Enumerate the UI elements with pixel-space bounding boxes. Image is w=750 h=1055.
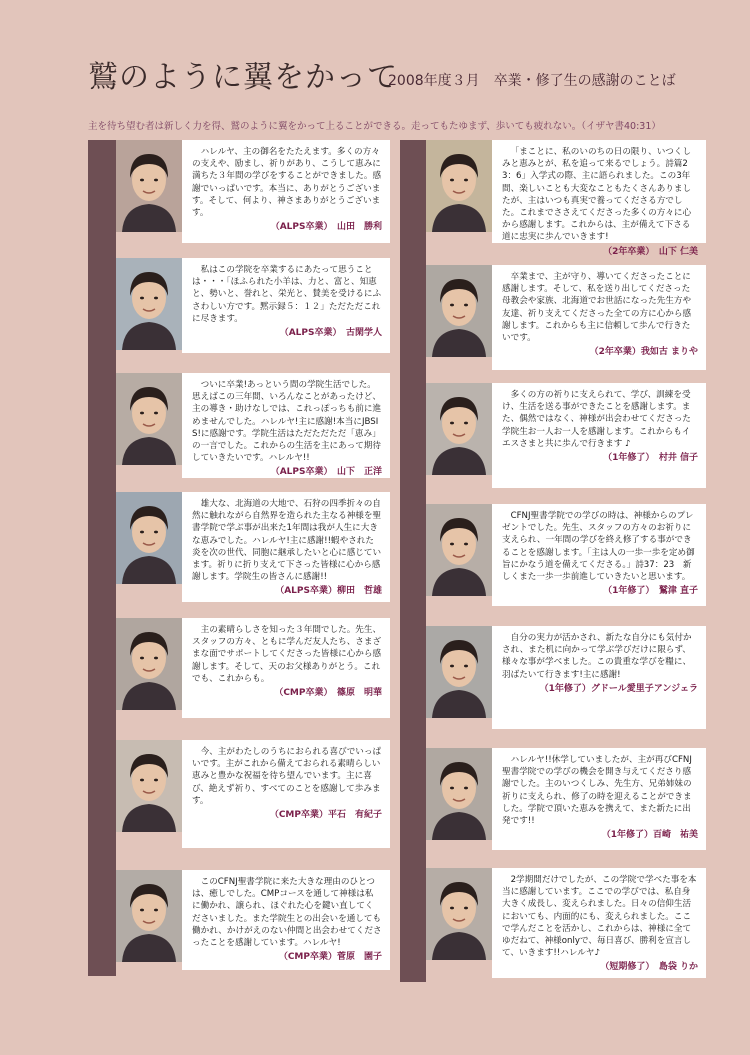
testimonial-message: ハレルヤ、主の御名をたたえます。多くの方々の支えや、励まし、祈りがあり、こうして恵みに満ちた３年間の学びをすることができました。感謝でいっぱいです。本当に、ありがとうございます。そして、何より、神さまありがとうございます。 xyxy=(192,147,382,219)
testimonial-message: 2学期間だけでしたが、この学院で学べた事を本当に感謝しています。ここでの学びでは、私自身大きく成長し、変えられました。日々の信仰生活においても、内面的にも、変えられました。ここで学んだことを活かし、これからは、神様に全てゆだねて、神様onlyで、毎日喜び、勝利を宣言して、いきます!!ハレルヤ♪ xyxy=(502,875,697,959)
portrait-photo xyxy=(426,504,492,596)
testimonial-card xyxy=(492,140,706,257)
portrait-photo xyxy=(426,868,492,960)
testimonial-card xyxy=(182,740,390,848)
testimonial-card xyxy=(182,258,390,353)
portrait-photo xyxy=(116,373,182,465)
testimonial-signature: （ALPS卒業） 古閑学人 xyxy=(279,328,382,339)
portrait-photo xyxy=(426,626,492,718)
portrait-photo xyxy=(116,258,182,350)
portrait-photo xyxy=(116,740,182,832)
testimonial-card xyxy=(182,373,390,478)
testimonial-signature: （2年卒業） 山下 仁美 xyxy=(603,246,698,257)
testimonial-signature: （1年修了） 村井 信子 xyxy=(603,453,698,464)
testimonial-message: 私はこの学院を卒業するにあたって思うことは・・・「ほふられた小羊は、力と、富と、知恵と、勢いと、誉れと、栄光と、賛美を受けるにふさわしい方です。黙示録５：１２」ただただこれに尽きます。 xyxy=(192,265,382,324)
testimonial-signature: （ALPS卒業）柳田 哲雄 xyxy=(275,586,382,597)
testimonial-message: 多くの方の祈りに支えられて、学び、訓練を受け、生活を送る事ができたことを感謝します。また、偶然ではなく、神様が出会わせてくださった学院生お一人お一人を感謝します。これからもイエスさまと共に歩んで行きます ♪ xyxy=(502,390,691,449)
portrait-photo xyxy=(116,140,182,232)
testimonial-message: このCFNJ聖書学院に来た大きな理由のひとつは、癒しでした。CMPコースを通して神様は私に働かれ、譲られ、ほぐれた心を鍵い直してくださいました。また学院生との出会いを通しても働かれ、かけがえのない仲間と出会わせてくださったことを感謝しています。ハレルヤ! xyxy=(192,877,382,949)
testimonial-signature: （ALPS卒業） 山田 勝利 xyxy=(270,222,382,233)
page-title: 鷲のように翼をかって xyxy=(88,60,398,95)
testimonial-card xyxy=(492,748,706,850)
testimonial-message: 雄大な、北海道の大地で、石狩の四季折々の自然に触れながら自然界を造られた主なる神様を聖書学院で学ぶ事が出来た1年間は我が人生に大きな恵みでした。ハレルヤ!主に感謝!!蝦やされた炎を次の世代、同胞に継承したいと心に感じています。祈りに折り支えて下さった皆様に心から感謝します。学院生の皆さんに感謝!! xyxy=(192,499,382,583)
testimonial-message: ハレルヤ!!休学していましたが、主が再びCFNJ聖書学院での学びの機会を開き与えてくださり感謝でした。主のいつくしみ、先生方、兄弟姉妹の祈りに支えられ、修了の時を迎えることができました。学院で頂いた恵みを携えて、また新たに出発です!! xyxy=(502,755,692,827)
testimonial-signature: （CMP卒業）菅原 園子 xyxy=(278,952,382,963)
testimonial-message: CFNJ聖書学院での学びの時は、神様からのプレゼントでした。先生、スタッフの方々のお祈りに支えられ、一年間の学びを終え修了する事ができることを感謝します。「主は人の一歩一歩を定め御旨にかなう道を備えてくださる。」詩37：23 新しくまた一歩一歩前進していきたいと思います。 xyxy=(502,511,695,583)
testimonial-signature: （CMP卒業） 篠原 明華 xyxy=(274,688,382,699)
testimonial-card xyxy=(182,140,390,243)
testimonial-message: 卒業まで、主が守り、導いてくださったことに感謝します。そして、私を送り出してくださった母教会や家族、北海道でお世話になった先生方や友達、祈り支えてくださった全ての方に心から感謝します。これからも主に信頼して歩んで行きたいです。 xyxy=(502,272,692,344)
right-decorative-bar xyxy=(400,140,426,982)
testimonial-signature: （1年修了）百崎 祐美 xyxy=(601,830,698,841)
testimonial-message: 今、主がわたしのうちにおられる喜びでいっぱいです。主がこれから備えておられる素晴らしい恵みと豊かな祝福を待ち望んでいます。主に喜び、絶えず祈り、すべてのことを感謝して歩みます。 xyxy=(192,747,382,806)
left-decorative-bar xyxy=(88,140,116,976)
testimonial-card xyxy=(492,626,706,729)
testimonial-card xyxy=(182,870,390,970)
portrait-photo xyxy=(116,618,182,710)
testimonial-signature: （CMP卒業）平石 有紀子 xyxy=(269,810,382,821)
portrait-photo xyxy=(426,383,492,475)
testimonial-message: 「まことに、私のいのちの日の限り、いつくしみと恵みとが、私を追って来るでしょう。詩篇23：6」入学式の際、主に語られました。この3年間、楽しいことも大変なこともたくさんありましたが、主はいつも真実で養ってくださる方でした。これまでささえてくださった多くの方々に心から感謝します。これからは、主が備えて下さる道に忠実に歩んでいきます! xyxy=(502,147,692,243)
testimonial-message: 自分の実力が活かされ、新たな自分にも気付かされ、また机に向かって学ぶ学びだけに限らず、様々な事が学べました。この貴重な学びを糧に、羽ばたいて行きます!主に感謝! xyxy=(502,633,692,680)
page-subtitle: 2008年度３月 卒業・修了生の感謝のことば xyxy=(388,73,676,89)
testimonial-signature: （1年修了） 鷲津 直子 xyxy=(603,586,698,597)
portrait-photo xyxy=(426,140,492,232)
testimonial-card xyxy=(492,504,706,606)
testimonial-card xyxy=(182,618,390,718)
portrait-photo xyxy=(426,748,492,840)
testimonial-signature: （短期修了） 島袋 りか xyxy=(600,962,698,973)
testimonial-card xyxy=(492,265,706,370)
scripture-verse: 主を待ち望む者は新しく力を得、鷲のように翼をかって上ることができる。走ってもたゆまず、歩いても疲れない。（イザヤ書40:31） xyxy=(88,121,661,132)
testimonial-signature: （1年修了）グドール愛里子アンジェラ xyxy=(539,683,698,694)
portrait-photo xyxy=(116,870,182,962)
testimonial-card xyxy=(492,868,706,978)
portrait-photo xyxy=(426,265,492,357)
testimonial-signature: （ALPS卒業） 山下 正洋 xyxy=(270,467,382,478)
testimonial-card xyxy=(182,492,390,602)
portrait-photo xyxy=(116,492,182,584)
testimonial-signature: （2年卒業）我如古 まりや xyxy=(589,347,698,358)
testimonial-card xyxy=(492,383,706,488)
testimonial-message: ついに卒業!あっという間の学院生活でした。思えばこの三年間、いろんなことがあったけど、主の導き・助けなしでは、これっぽっちも前に進めませんでした。ハレルヤ!主に感謝!本当にJBSIS!に感謝です。学院生活はただただただ「恵み」の一言でした。これからの生活を主にあって期待していきたいです。ハレルヤ!! xyxy=(192,380,382,464)
testimonial-message: 主の素晴らしさを知った３年間でした。先生、スタッフの方々、ともに学んだ友人たち、さまざまな面でサポートしてくださった皆様に心から感謝します。そして、天のお父様ありがとう。これでも、これからも。 xyxy=(192,625,382,684)
